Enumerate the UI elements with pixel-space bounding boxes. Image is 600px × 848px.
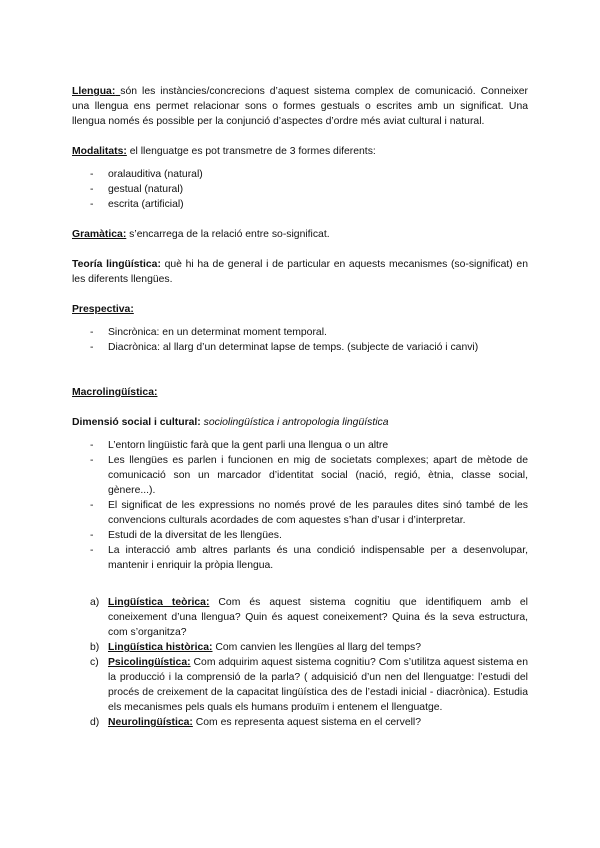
list-item: - La interacció amb altres parlants és una condició indispensable per a desenvolupar, mantenir i enriquir la pròpia llengua. (72, 543, 528, 573)
paragraph-prespectiva (72, 302, 528, 317)
list-prespectiva (72, 325, 528, 355)
term-macro: Macrolingüística: (72, 387, 158, 398)
term-branch: Psicolingüística: (108, 657, 191, 668)
term-modalitats: Modalitats: (72, 146, 127, 157)
list-modalitats (72, 167, 528, 212)
text-branch: Com adquirim aquest sistema cognitiu? Com s’utilitza aquest sistema en la producció i la comprensió de la parla? ( adquisició d’un nen del llenguatge: l’estudi del procés de creixement de la capacitat lingüística des de l’estadi inicial - diacrònica). Estudia els mecanismes pels quals els humans produïm i entenem el llenguatge. (108, 657, 528, 713)
list-marker: d) (90, 717, 100, 728)
list-item: - L’entorn lingüistic farà que la gent parli una llengua o un altre (72, 438, 528, 453)
list-item: - oralauditiva (natural) (72, 167, 528, 182)
list-item (72, 595, 528, 640)
list-item: - gestual (natural) (72, 182, 528, 197)
term-prespectiva: Prespectiva: (72, 304, 134, 315)
list-item: - Les llengües es parlen i funcionen en mig de societats complexes; apart de mètode de comunicació son un marcador d’identitat social (nació, regió, ètnia, classe social, gènere...). (72, 453, 528, 498)
term-branch: Lingüística històrica: (108, 642, 213, 653)
paragraph-dimensio (72, 415, 528, 430)
text-branch: Com es representa aquest sistema en el cervell? (192, 717, 422, 728)
text-dimensio-italic: sociolingüística i antropologia lingüística (203, 417, 389, 428)
list-marker: c) (90, 657, 99, 668)
text-gramatica: s’encarrega de la relació entre so-significat. (126, 229, 330, 240)
list-marker: b) (90, 642, 100, 653)
paragraph-llengua (72, 84, 528, 129)
list-item (72, 655, 528, 715)
text-branch: Com és aquest sistema cognitiu que identifiquem amb el coneixement d’una llengua? Quin és aquest coneixement? Quina és la seva estructura, com s’organitza? (108, 597, 528, 638)
text-modalitats: el llenguatge es pot transmetre de 3 formes diferents: (126, 146, 376, 157)
list-marker: a) (90, 597, 100, 608)
list-item: - escrita (artificial) (72, 197, 528, 212)
list-item (72, 715, 528, 730)
list-dimensio (72, 438, 528, 573)
term-teoria: Teoría lingüística: (72, 259, 161, 270)
paragraph-teoria (72, 257, 528, 287)
term-dimensio: Dimensió social i cultural: (72, 417, 201, 428)
term-gramatica: Gramàtica: (72, 229, 127, 240)
text-branch: Com canvien les llengües al llarg del temps? (212, 642, 421, 653)
term-branch: Neurolingüística: (108, 717, 193, 728)
paragraph-modalitats (72, 144, 528, 159)
list-item: - Estudi de la diversitat de les llengües. (72, 528, 528, 543)
text-teoria: què hi ha de general i de particular en aquests mecanismes (so-significat) en les diferents llengües. (72, 259, 528, 285)
document-page (72, 84, 528, 730)
paragraph-gramatica (72, 227, 528, 242)
list-item: - Sincrònica: en un determinat moment temporal. (72, 325, 528, 340)
text-llengua: són les instàncies/concrecions d’aquest sistema complex de comunicació. Conneixer una llengua ens permet relacionar sons o formes gestuals o escrites amb un significat. Una llengua només és possible per la conjunció d’aspectes d’ordre més aviat cultural i natural. (72, 86, 529, 127)
term-branch: Lingüística teòrica: (108, 597, 210, 608)
heading-macrolinguistica (72, 385, 528, 400)
list-item (72, 640, 528, 655)
list-branches (72, 595, 528, 730)
list-item: - El significat de les expressions no només prové de les paraules dites sinó també de les convencions culturals acordades de com aquestes s’han d’usar i d’interpretar. (72, 498, 528, 528)
list-item: - Diacrònica: al llarg d’un determinat lapse de temps. (subjecte de variació i canvi) (72, 340, 528, 355)
term-llengua: Llengua: (72, 86, 116, 97)
